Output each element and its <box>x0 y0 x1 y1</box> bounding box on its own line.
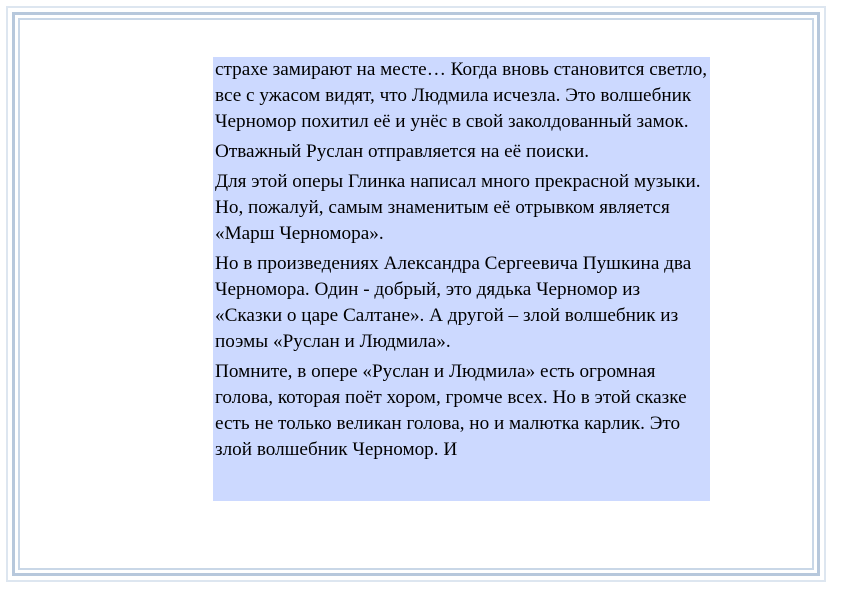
paragraph: страхе замирают на месте… Когда вновь становится светло, все с ужасом видят, что Людмила исчезла. Это волшебник Черномор похитил её и унёс в свой заколдованный замок. <box>215 59 708 132</box>
paragraph: Помните, в опере «Руслан и Людмила» есть огромная голова, которая поёт хором, громче всех. Но в этой сказке есть не только великан голова, но и малютка карлик. Это злой волшебник Черномор. И <box>215 361 687 460</box>
slide-frame <box>12 12 820 576</box>
paragraph: Для этой оперы Глинка написал много прекрасной музыки. Но, пожалуй, самым знаменитым её отрывком является «Марш Черномора». <box>215 171 701 244</box>
text-block <box>213 57 710 501</box>
paragraph: Отважный Руслан отправляется на её поиски. <box>215 141 590 162</box>
paragraph: Но в произведениях Александра Сергеевича Пушкина два Черномора. Один - добрый, это дядька Черномор из «Сказки о царе Салтане». А другой – злой волшебник из поэмы «Руслан и Людмила». <box>215 253 692 352</box>
